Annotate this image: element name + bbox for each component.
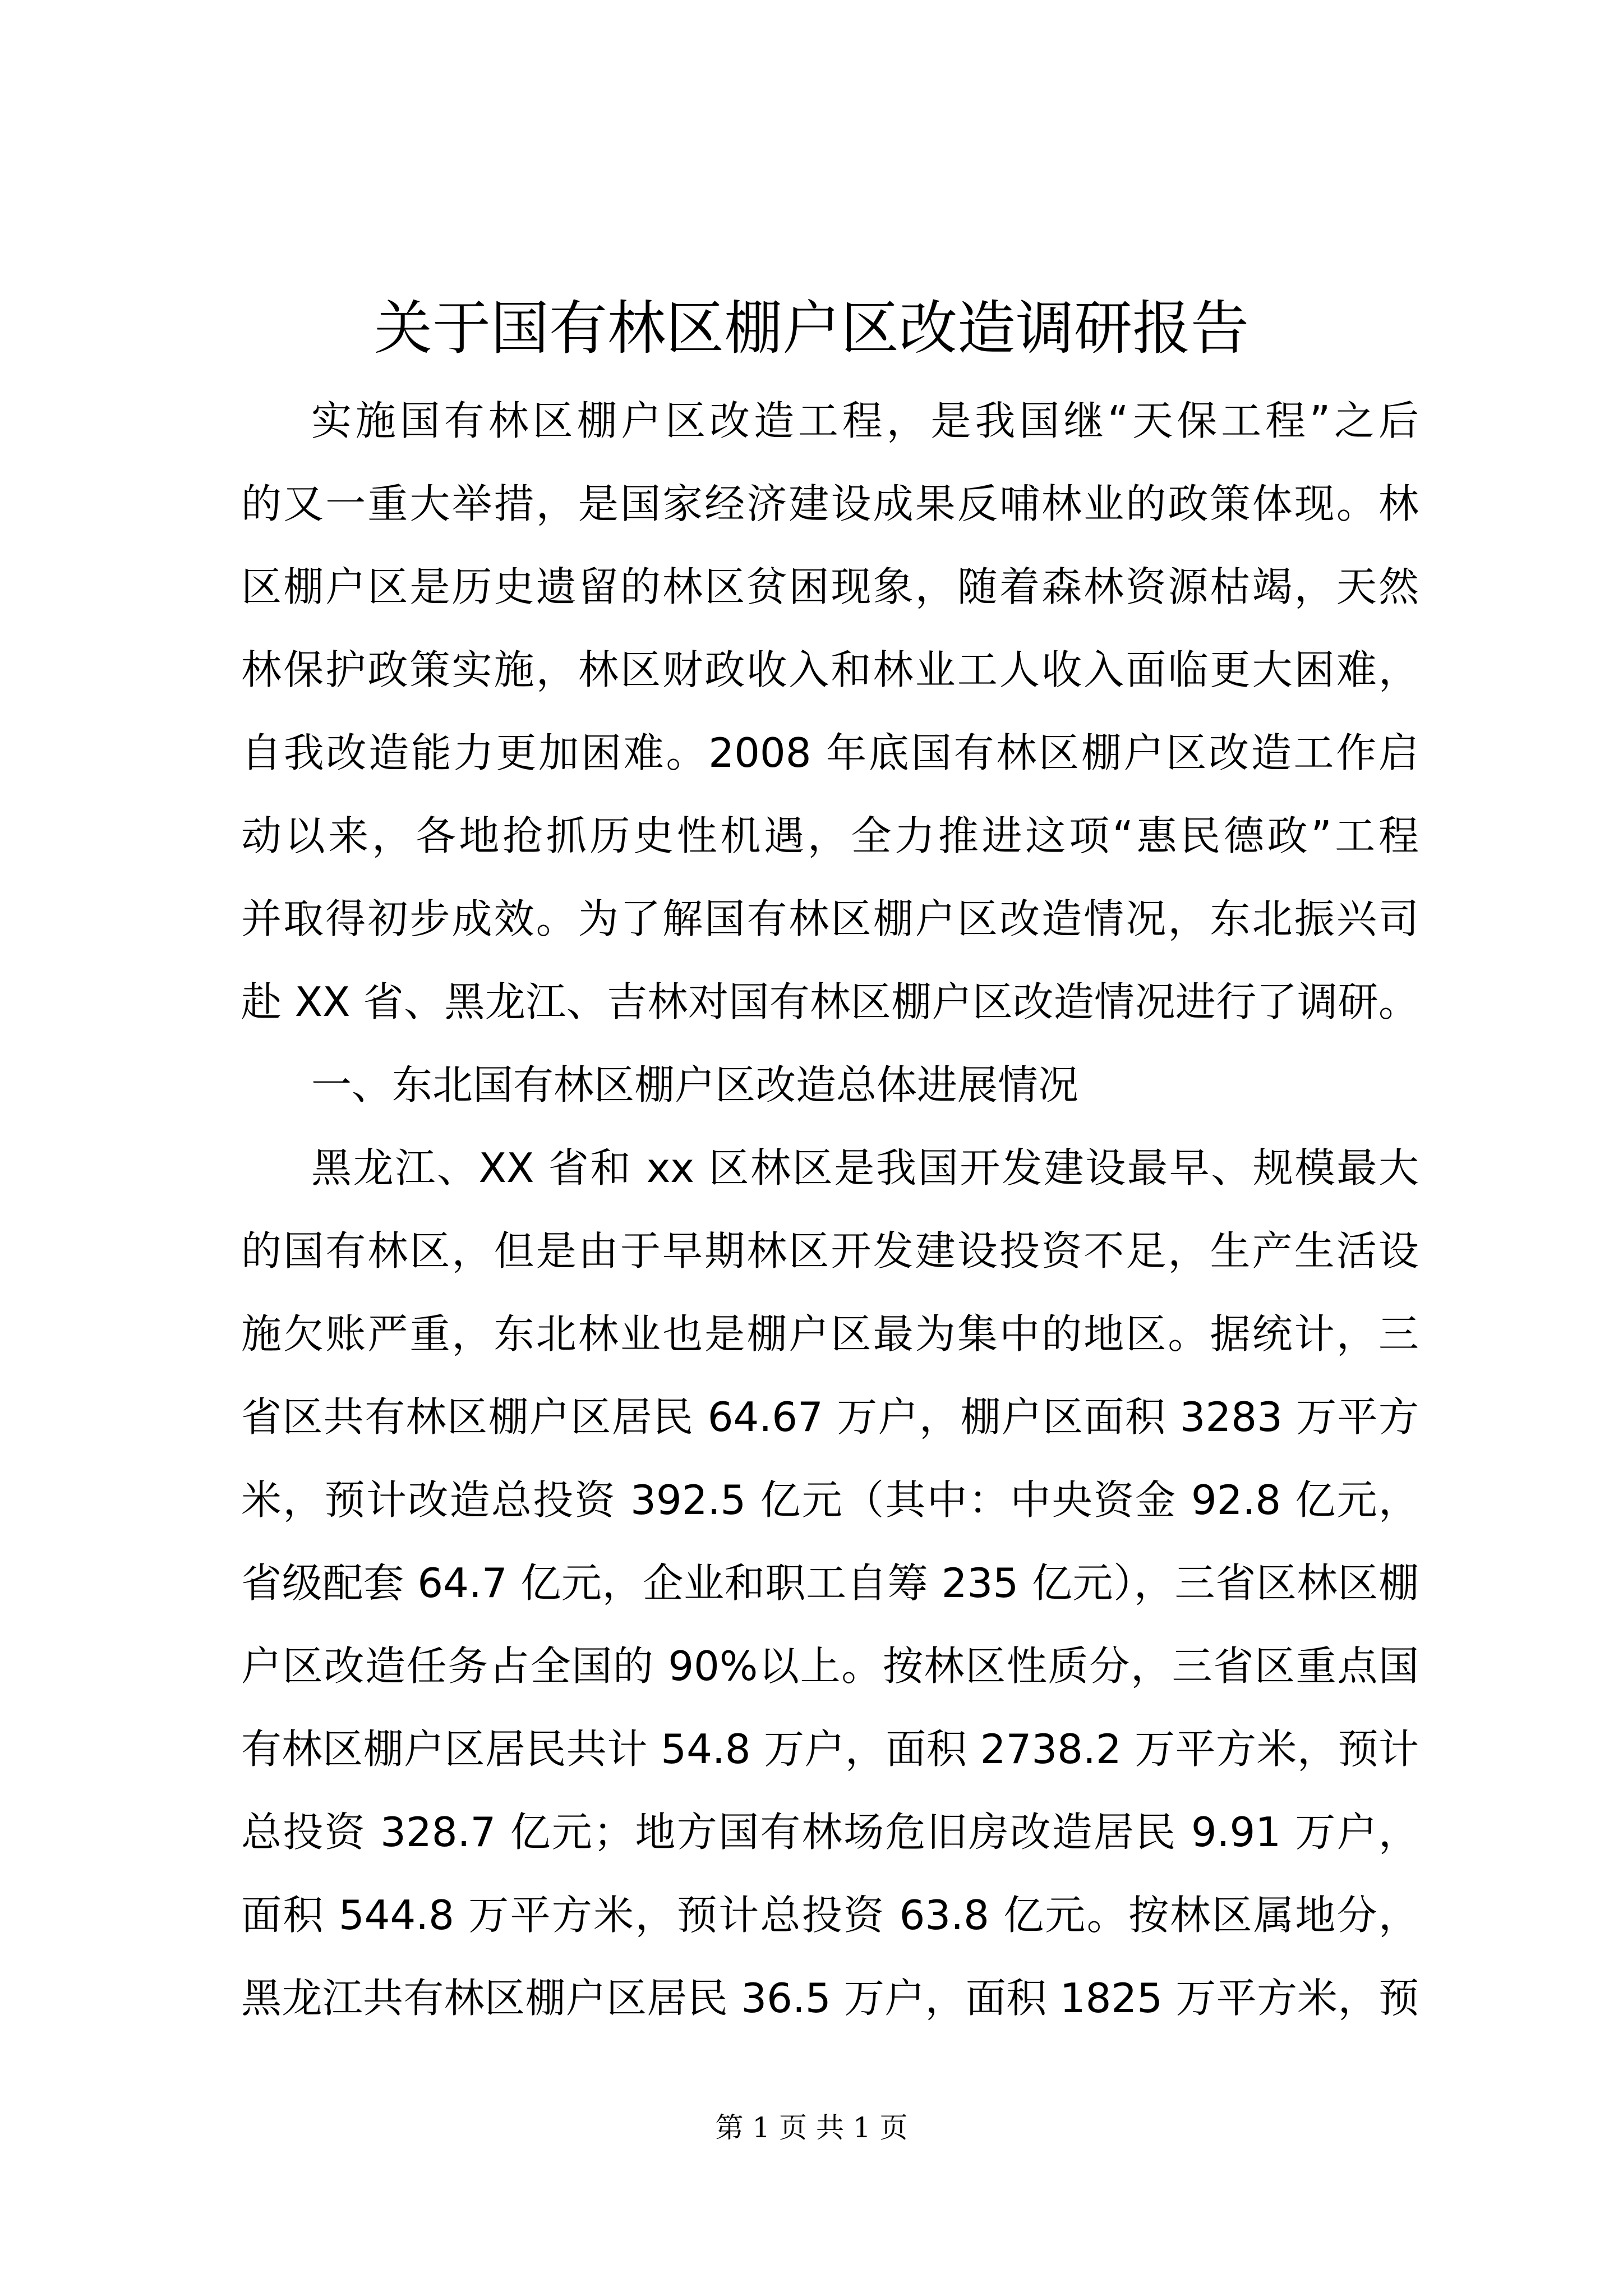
document-title: 关于国有林区棚户区改造调研报告 (374, 294, 1249, 362)
body-line: 动以来，各地抢抓历史性机遇，全力推进这项“惠民德政”工程 (241, 812, 1419, 859)
body-line: 户区改造任务占全国的 90%以上。按林区性质分，三省区重点国 (241, 1642, 1419, 1690)
body-line: 省级配套 64.7 亿元，企业和职工自筹 235 亿元），三省区林区棚 (241, 1559, 1419, 1607)
body-line: 面积 544.8 万平方米，预计总投资 63.8 亿元。按林区属地分， (241, 1892, 1419, 1939)
body-line: 自我改造能力更加困难。2008 年底国有林区棚户区改造工作启 (241, 729, 1419, 776)
body-line: 总投资 328.7 亿元；地方国有林场危旧房改造居民 9.91 万户， (241, 1809, 1419, 1856)
body-line: 黑龙江共有林区棚户区居民 36.5 万户，面积 1825 万平方米，预 (241, 1975, 1419, 2022)
body-line: 实施国有林区棚户区改造工程，是我国继“天保工程”之后 (311, 397, 1419, 444)
body-line: 赴 XX 省、黑龙江、吉林对国有林区棚户区改造情况进行了调研。 (241, 978, 1419, 1025)
body-line: 施欠账严重，东北林业也是棚户区最为集中的地区。据统计，三 (241, 1310, 1419, 1358)
body-line: 黑龙江、XX 省和 xx 区林区是我国开发建设最早、规模最大 (311, 1144, 1419, 1191)
body-line: 米，预计改造总投资 392.5 亿元（其中：中央资金 92.8 亿元， (241, 1476, 1419, 1524)
body-line: 林保护政策实施，林区财政收入和林业工人收入面临更大困难， (241, 646, 1419, 693)
body-line: 的国有林区，但是由于早期林区开发建设投资不足，生产生活设 (241, 1227, 1419, 1274)
body-line: 有林区棚户区居民共计 54.8 万户，面积 2738.2 万平方米，预计 (241, 1726, 1419, 1773)
body-line: 并取得初步成效。为了解国有林区棚户区改造情况，东北振兴司 (241, 895, 1419, 942)
body-line: 省区共有林区棚户区居民 64.67 万户，棚户区面积 3283 万平方 (241, 1393, 1419, 1441)
body-line: 的又一重大举措，是国家经济建设成果反哺林业的政策体现。林 (241, 480, 1419, 527)
body-line: 区棚户区是历史遗留的林区贫困现象，随着森林资源枯竭，天然 (241, 563, 1419, 610)
section-heading: 一、东北国有林区棚户区改造总体进展情况 (311, 1061, 1079, 1108)
page-footer: 第 1 页 共 1 页 (715, 2111, 908, 2144)
